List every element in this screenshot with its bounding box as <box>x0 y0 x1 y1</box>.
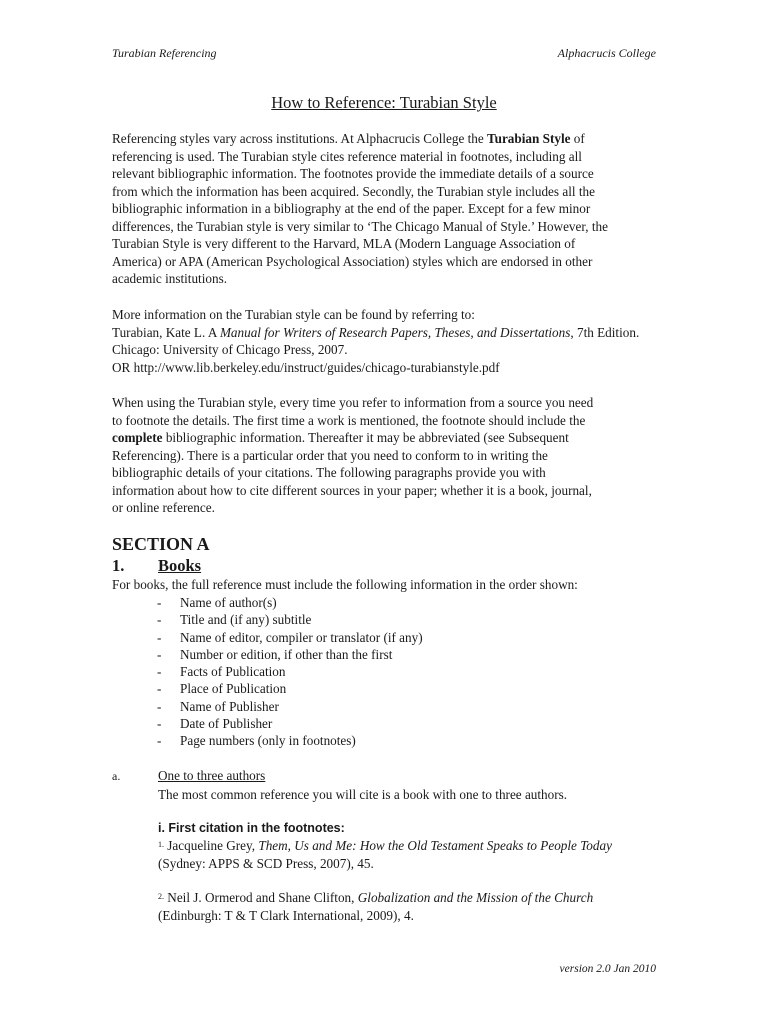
list-item-text: Title and (if any) subtitle <box>180 612 312 628</box>
running-header-left: Turabian Referencing <box>112 46 217 60</box>
list-item-text: Name of editor, compiler or translator (if any) <box>180 629 423 645</box>
intro-text: Referencing styles vary across institutions. At Alphacrucis College the <box>112 131 488 146</box>
usage-paragraph <box>112 394 656 517</box>
footnote-title: Them, Us and Me: How the Old Testament Speaks to People Today <box>258 838 612 853</box>
footnote-author: Neil J. Ormerod and Shane Clifton, <box>164 890 358 905</box>
dash-marker: - <box>157 646 162 662</box>
books-intro: For books, the full reference must include the following information in the order shown: <box>112 577 578 592</box>
books-title: Books <box>158 556 202 575</box>
books-requirements-list <box>157 594 423 750</box>
reference-url-line: OR http://www.lib.berkeley.edu/instruct/guides/chicago-turabianstyle.pdf <box>112 359 500 375</box>
intro-line: referencing is used. The Turabian style cites reference material in footnotes, including all <box>112 148 582 164</box>
list-item-text: Number or edition, if other than the first <box>180 646 393 662</box>
turabian-style-emphasis: Turabian Style <box>487 131 571 146</box>
usage-line: or online reference. <box>112 500 215 515</box>
usage-line: When using the Turabian style, every time you refer to information from a source you need <box>112 395 594 410</box>
subsection-a-description: The most common reference you will cite is a book with one to three authors. <box>158 787 568 802</box>
list-item-text: Date of Publisher <box>180 716 273 732</box>
footnote-example-1 <box>158 837 612 872</box>
usage-line: to footnote the details. The first time a work is mentioned, the footnote should include the <box>112 412 586 428</box>
list-item <box>157 663 423 680</box>
subsection-a-marker: a. <box>112 769 121 783</box>
list-item-text: Page numbers (only in footnotes) <box>180 733 356 749</box>
section-a-heading: SECTION A <box>112 534 210 554</box>
intro-paragraph <box>112 130 656 288</box>
dash-marker: - <box>157 681 162 697</box>
running-header-right: Alphacrucis College <box>557 46 656 60</box>
list-item <box>157 629 423 646</box>
list-item-text: Name of Publisher <box>180 698 279 714</box>
usage-text: bibliographic information. Thereafter it may be abbreviated (see Subsequent <box>162 430 569 445</box>
list-item-text: Name of author(s) <box>180 595 277 610</box>
footnote-publication: (Edinburgh: T & T Clark International, 2009), 4. <box>158 907 414 923</box>
list-item-text: Place of Publication <box>180 681 287 697</box>
dash-marker: - <box>157 664 162 680</box>
intro-line: academic institutions. <box>112 271 227 286</box>
dash-marker: - <box>157 716 162 732</box>
list-item <box>157 715 423 732</box>
books-heading <box>112 556 201 576</box>
reference-author: Turabian, Kate L. A <box>112 324 220 340</box>
more-info-paragraph <box>112 306 656 376</box>
list-item <box>157 594 423 611</box>
footnote-number: 1. <box>158 840 164 849</box>
page-title: How to Reference: Turabian Style <box>271 93 497 112</box>
reference-title: Manual for Writers of Research Papers, Theses, and Dissertations <box>219 324 571 340</box>
dash-marker: - <box>157 629 162 645</box>
footnote-line <box>158 837 612 855</box>
usage-line: Referencing). There is a particular order that you need to conform to in writing the <box>112 447 548 463</box>
intro-line: differences, the Turabian style is very similar to ‘The Chicago Manual of Style.’ However, the <box>112 218 608 234</box>
footnote-publication: (Sydney: APPS & SCD Press, 2007), 45. <box>158 855 374 871</box>
intro-line: America) or APA (American Psychological Association) styles which are endorsed in other <box>112 253 593 269</box>
dash-marker: - <box>157 698 162 714</box>
list-item <box>157 646 423 663</box>
intro-line: bibliographic information in a bibliography at the end of the paper. Except for a few minor <box>112 201 591 216</box>
list-item <box>157 698 423 715</box>
books-number: 1. <box>112 556 125 575</box>
list-item-text: Facts of Publication <box>180 664 286 680</box>
footnote-title: Globalization and the Mission of the Church <box>357 890 594 905</box>
intro-line <box>112 130 656 148</box>
footnote-author: Jacqueline Grey, <box>164 838 259 853</box>
intro-text: of <box>570 131 585 146</box>
version-footer: version 2.0 Jan 2010 <box>559 963 656 975</box>
reference-edition: , 7th Edition. <box>570 324 640 340</box>
intro-line: relevant bibliographic information. The footnotes provide the immediate details of a source <box>112 166 594 181</box>
dash-marker: - <box>157 595 162 610</box>
dash-marker: - <box>157 733 162 749</box>
more-info-line: Chicago: University of Chicago Press, 2007. <box>112 342 348 357</box>
more-info-line: More information on the Turabian style can be found by referring to: <box>112 307 475 322</box>
complete-emphasis: complete <box>112 430 163 445</box>
intro-line: from which the information has been acquired. Secondly, the Turabian style includes all the <box>112 183 595 199</box>
footnote-number: 2. <box>158 892 164 901</box>
usage-line: bibliographic details of your citations. The following paragraphs provide you with <box>112 465 546 480</box>
list-item <box>157 680 423 697</box>
usage-line: information about how to cite different sources in your paper; whether it is a book, journal, <box>112 482 592 498</box>
subsection-a-title: One to three authors <box>158 768 266 783</box>
list-item <box>157 611 423 628</box>
usage-line <box>112 429 656 447</box>
footnote-example-2 <box>158 889 593 924</box>
footnote-line <box>158 889 593 907</box>
intro-line: Turabian Style is very different to the Harvard, MLA (Modern Language Association of <box>112 236 576 251</box>
list-item <box>157 732 423 749</box>
first-citation-subheading: i. First citation in the footnotes: <box>158 821 345 835</box>
dash-marker: - <box>157 612 162 628</box>
turabian-reference-line <box>112 324 656 342</box>
